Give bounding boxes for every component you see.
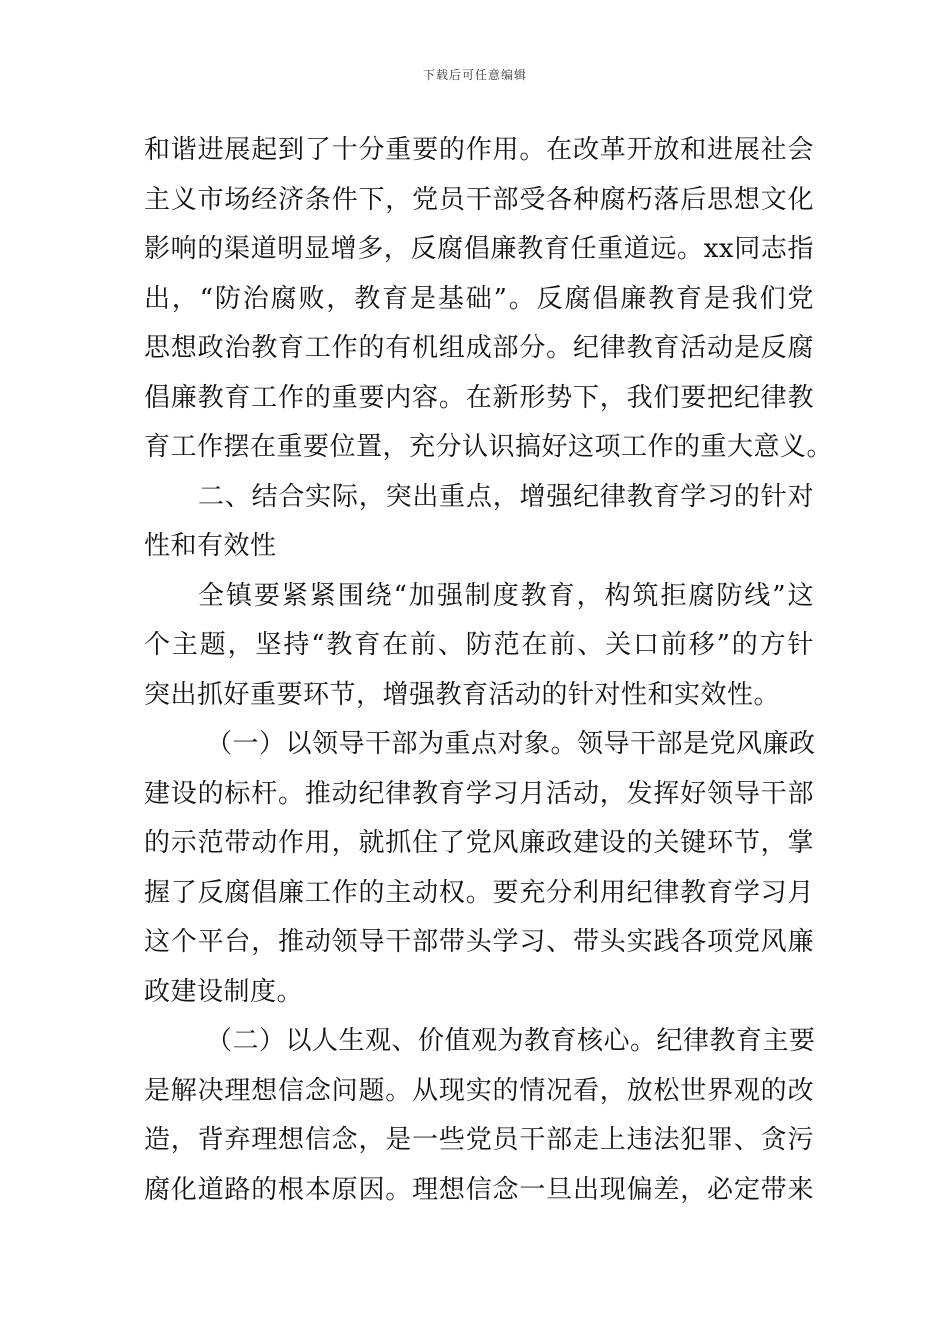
text-line: 这个平台，推动领导干部带头学习、带头实践各项党风廉	[144, 927, 814, 957]
text-line: 是解决理想信念问题。从现实的情况看，放松世界观的改	[144, 1075, 814, 1106]
text-line: 倡廉教育工作的重要内容。在新形势下，我们要把纪律教	[144, 382, 814, 413]
text-line: 握了反腐倡廉工作的主动权。要充分利用纪律教育学习月	[144, 877, 814, 908]
text-line: 的示范带动作用，就抓住了党风廉政建设的关键环节，掌	[144, 828, 814, 858]
text-line: 和谐进展起到了十分重要的作用。在改革开放和进展社会	[144, 135, 814, 165]
text-line: 全镇要紧紧围绕“加强制度教育，构筑拒腐防线”这	[198, 580, 814, 611]
text-line: 造，背弃理想信念，是一些党员干部走上违法犯罪、贪污	[144, 1125, 814, 1155]
text-line: 政建设制度。	[144, 976, 304, 1007]
text-line: 突出抓好重要环节，增强教育活动的针对性和实效性。	[144, 679, 781, 710]
document-body	[144, 126, 834, 1215]
text-line: 主义市场经济条件下，党员干部受各种腐朽落后思想文化	[144, 184, 814, 215]
text-line: 思想政治教育工作的有机组成部分。纪律教育活动是反腐	[144, 333, 814, 363]
section-heading-cont: 性和有效性	[144, 531, 277, 561]
section-heading: 二、结合实际，突出重点，增强纪律教育学习的针对	[198, 481, 814, 512]
page-header: 下载后可任意编辑	[422, 68, 527, 82]
text-line: 育工作摆在重要位置，充分认识搞好这项工作的重大意义。	[144, 432, 834, 462]
text-line: 腐化道路的根本原因。理想信念一旦出现偏差，必定带来	[144, 1174, 814, 1205]
text-line: 个主题，坚持“教育在前、防范在前、关口前移”的方针	[144, 630, 814, 660]
text-line: 建设的标杆。推动纪律教育学习月活动，发挥好领导干部	[144, 778, 814, 809]
text-line: 影响的渠道明显增多，反腐倡廉教育任重道远。xx同志指	[144, 234, 814, 264]
text-line: 出，“防治腐败，教育是基础”。反腐倡廉教育是我们党	[144, 283, 814, 314]
subsection-line: （二）以人生观、价值观为教育核心。纪律教育主要	[206, 1026, 816, 1056]
subsection-line: （一）以领导干部为重点对象。领导干部是党风廉政	[206, 729, 816, 759]
